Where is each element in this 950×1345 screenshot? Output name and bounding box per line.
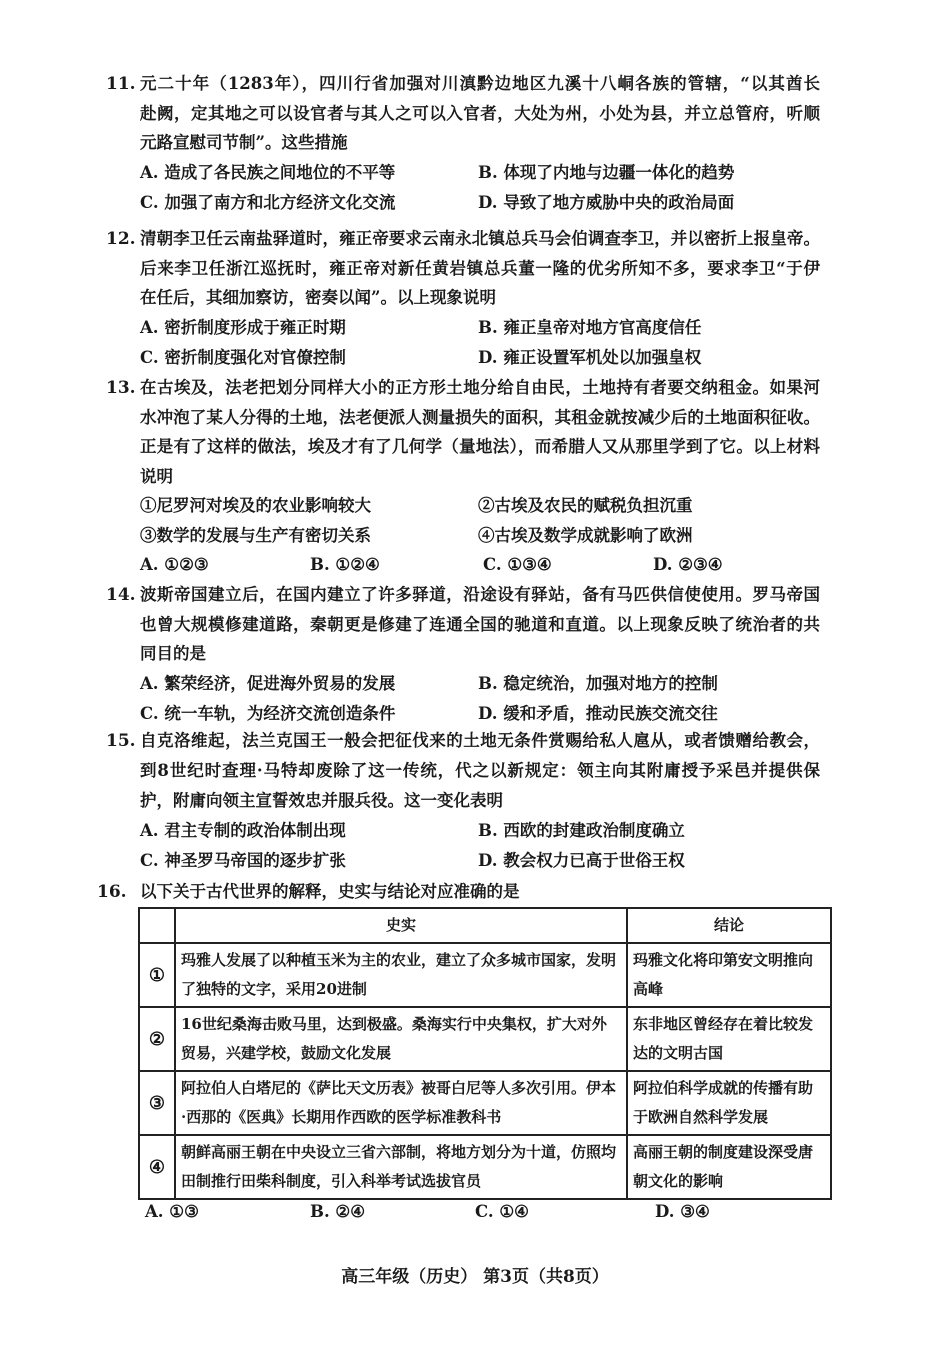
table-header [139, 908, 175, 943]
question-stem-line: 波斯帝国建立后，在国内建立了许多驿道，沿途设有驿站，备有马匹供信使使用。罗马帝国 [140, 585, 820, 604]
question-stem-line: 在古埃及，法老把划分同样大小的正方形土地分给自由民，土地持有者要交纳租金。如果河 [140, 378, 820, 397]
table-row [139, 1007, 831, 1071]
question-number: 16. [97, 882, 127, 902]
question-stem-line: 元路宣慰司节制”。这些措施 [140, 133, 348, 152]
table-header: 史实 [175, 908, 627, 943]
answer-option-d[interactable]: D. 导致了地方威胁中央的政治局面 [478, 192, 735, 212]
answer-option-d[interactable]: D. ③④ [655, 1202, 710, 1221]
question-stem-line: 同目的是 [140, 644, 206, 663]
table-header: 结论 [627, 908, 831, 943]
question-stem-line: 说明 [140, 466, 173, 486]
question-stem-line: 也曾大规模修建道路，秦朝更是修建了连通全国的驰道和直道。以上现象反映了统治者的共 [140, 614, 820, 634]
question-stem-line: 元二十年（1283年），四川行省加强对川滇黔边地区九溪十八峒各族的管辖，“以其酋长 [140, 74, 820, 93]
answer-option-c[interactable]: C. ①③④ [483, 555, 552, 574]
question-stem-line: 清朝李卫任云南盐驿道时，雍正帝要求云南永北镇总兵马会伯调查李卫，并以密折上报皇帝。 [140, 229, 820, 248]
answer-option-b[interactable]: B. ①②④ [310, 555, 380, 574]
answer-option-a[interactable]: A. 繁荣经济，促进海外贸易的发展 [140, 673, 396, 693]
answer-option-a[interactable]: A. 密折制度形成于雍正时期 [140, 317, 346, 337]
row-number: ④ [139, 1135, 175, 1199]
row-number: ① [139, 943, 175, 1007]
question-stem-line: 到8世纪时查理·马特却废除了这一传统，代之以新规定：领主向其附庸授予采邑并提供保 [140, 761, 820, 780]
answer-option-b[interactable]: B. 西欧的封建政治制度确立 [478, 821, 685, 840]
table-row [139, 1135, 831, 1199]
question-stem-line: 在任后，其细加察访，密奏以闻”。以上现象说明 [140, 288, 496, 307]
answer-option-c[interactable]: C. 密折制度强化对官僚控制 [140, 347, 346, 367]
answer-option-c[interactable]: C. 统一车轨，为经济交流创造条件 [140, 703, 396, 723]
answer-option-d[interactable]: D. ②③④ [653, 555, 723, 574]
statement-item: ①尼罗河对埃及的农业影响较大 [140, 496, 371, 515]
answer-option-b[interactable]: B. 体现了内地与边疆一体化的趋势 [478, 162, 735, 182]
question-stem-line: 以下关于古代世界的解释，史实与结论对应准确的是 [140, 882, 520, 901]
answer-option-c[interactable]: C. 神圣罗马帝国的逐步扩张 [140, 851, 346, 870]
conclusion-cell: 高丽王朝的制度建设深受唐朝文化的影响 [627, 1135, 831, 1199]
question-number: 15. [106, 731, 136, 751]
question-stem-line: 水冲泡了某人分得的土地，法老便派人测量损失的面积，其租金就按减少后的土地面积征收。 [140, 407, 820, 427]
answer-option-d[interactable]: D. 缓和矛盾，推动民族交流交往 [478, 703, 718, 723]
statement-item: ②古埃及农民的赋税负担沉重 [478, 496, 693, 515]
question-number: 14. [106, 585, 136, 605]
question-stem-line: 正是有了这样的做法，埃及才有了几何学（量地法），而希腊人又从那里学到了它。以上材料 [140, 437, 820, 456]
answer-option-d[interactable]: D. 教会权力已高于世俗王权 [478, 851, 685, 870]
answer-option-a[interactable]: A. 造成了各民族之间地位的不平等 [140, 162, 396, 182]
answer-option-d[interactable]: D. 雍正设置军机处以加强皇权 [478, 347, 702, 367]
row-number: ② [139, 1007, 175, 1071]
fact-cell: 阿拉伯人白塔尼的《萨比天文历表》被哥白尼等人多次引用。伊本·西那的《医典》长期用作西欧的医学标准教科书 [175, 1071, 627, 1135]
answer-option-c[interactable]: C. 加强了南方和北方经济文化交流 [140, 192, 396, 212]
statement-item: ④古埃及数学成就影响了欧洲 [478, 525, 693, 545]
answer-option-a[interactable]: A. ①②③ [140, 555, 209, 574]
answer-option-b[interactable]: B. ②④ [310, 1202, 366, 1221]
table-row [139, 1071, 831, 1135]
question-number: 12. [106, 229, 136, 249]
page-footer: 高三年级（历史） 第3页（共8页） [341, 1267, 609, 1287]
question-stem-line: 自克洛维起，法兰克国王一般会把征伐来的土地无条件赏赐给私人扈从，或者馈赠给教会， [140, 731, 820, 750]
fact-cell: 玛雅人发展了以种植玉米为主的农业，建立了众多城市国家，发明了独特的文字，采用20进制 [175, 943, 627, 1007]
conclusion-cell: 阿拉伯科学成就的传播有助于欧洲自然科学发展 [627, 1071, 831, 1135]
row-number: ③ [139, 1071, 175, 1135]
answer-option-b[interactable]: B. 稳定统治，加强对地方的控制 [478, 673, 718, 693]
fact-cell: 朝鲜高丽王朝在中央设立三省六部制，将地方划分为十道，仿照均田制推行田柴科制度，引入科举考试选拔官员 [175, 1135, 627, 1199]
fact-conclusion-table [138, 907, 832, 1200]
question-number: 13. [106, 378, 136, 398]
answer-option-c[interactable]: C. ①④ [475, 1202, 529, 1221]
table-row [139, 943, 831, 1007]
question-stem-line: 赴阙，定其地之可以设官者与其人之可以入官者，大处为州，小处为县，并立总管府，听顺 [140, 103, 820, 123]
statement-item: ③数学的发展与生产有密切关系 [140, 525, 371, 545]
conclusion-cell: 玛雅文化将印第安文明推向高峰 [627, 943, 831, 1007]
answer-option-a[interactable]: A. 君主专制的政治体制出现 [140, 821, 346, 840]
question-stem-line: 后来李卫任浙江巡抚时，雍正帝对新任黄岩镇总兵董一隆的优劣所知不多，要求李卫“于伊 [140, 258, 820, 278]
question-number: 11. [106, 74, 136, 94]
question-stem-line: 护，附庸向领主宣誓效忠并服兵役。这一变化表明 [140, 791, 503, 810]
conclusion-cell: 东非地区曾经存在着比较发达的文明古国 [627, 1007, 831, 1071]
fact-cell: 16世纪桑海击败马里，达到极盛。桑海实行中央集权，扩大对外贸易，兴建学校，鼓励文化发展 [175, 1007, 627, 1071]
answer-option-b[interactable]: B. 雍正皇帝对地方官高度信任 [478, 317, 702, 337]
answer-option-a[interactable]: A. ①③ [145, 1202, 199, 1221]
